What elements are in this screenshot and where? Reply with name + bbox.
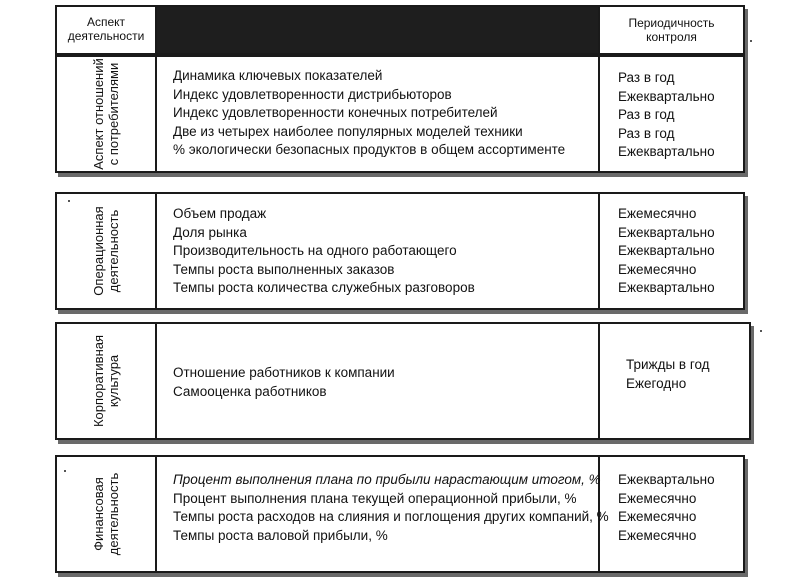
indicators-cell (157, 194, 600, 308)
section-label-line-1: Операционная (91, 206, 106, 296)
header-aspect-line-2: деятельности (67, 29, 145, 43)
header-periodicity-cell (600, 7, 743, 53)
periodicity-list (618, 69, 715, 162)
section-corporate-culture (55, 322, 751, 440)
header-aspect-line-1: Аспект (86, 15, 126, 29)
periodicity-item: Раз в год (618, 125, 675, 141)
indicator-item: Процент выполнения плана по прибыли нарастающим итогом, % (173, 472, 601, 487)
section-label (91, 335, 121, 427)
section-label-cell (57, 194, 157, 308)
periodicity-item: Ежегодно (626, 375, 687, 391)
indicator-item: Темпы роста расходов на слияния и поглощения других компаний, % (173, 509, 609, 524)
section-label-line-2: культура (106, 354, 121, 408)
section-label (91, 206, 121, 295)
indicator-item: Доля рынка (173, 224, 247, 240)
section-label-line-2: с потребителями (106, 62, 121, 166)
indicator-item: % экологически безопасных продуктов в общем ассортименте (173, 142, 566, 157)
periodicity-item: Ежеквартально (618, 243, 715, 258)
section-label-line-2: деятельность (106, 472, 121, 556)
section-customer-relations (55, 55, 745, 173)
section-finance (55, 455, 745, 573)
indicator-item: Динамика ключевых показателей (173, 68, 383, 83)
indicators-list (173, 364, 395, 401)
periodicity-item: Ежеквартально (618, 144, 715, 159)
periodicity-cell (600, 457, 743, 571)
indicators-list (173, 67, 565, 160)
indicators-cell (157, 457, 609, 571)
periodicity-item: Ежемесячно (618, 261, 697, 277)
header-aspect-cell (57, 7, 157, 53)
indicator-item: Две из четырех наиболее популярных моделей техники (173, 123, 523, 139)
periodicity-item: Ежеквартально (618, 472, 715, 487)
periodicity-item: Ежемесячно (618, 206, 697, 221)
periodicity-list (618, 205, 715, 298)
periodicity-cell (600, 194, 743, 308)
periodicity-item: Ежеквартально (618, 88, 715, 104)
section-label (91, 58, 121, 170)
periodicity-item: Раз в год (618, 70, 675, 85)
indicator-item: Темпы роста валовой прибыли, % (173, 527, 388, 543)
section-label-line-2: деятельность (106, 209, 121, 293)
indicators-list (173, 205, 475, 298)
periodicity-item: Раз в год (618, 107, 675, 122)
section-label (91, 473, 121, 555)
indicator-item: Отношение работников к компании (173, 365, 395, 380)
scan-speck (64, 470, 66, 472)
indicator-item: Самооценка работников (173, 383, 327, 399)
table-header (55, 5, 745, 55)
scan-speck (760, 330, 762, 332)
periodicity-cell (600, 57, 743, 171)
section-label-line-1: Аспект отношений (91, 58, 106, 170)
scan-speck (750, 40, 752, 42)
header-blackout-bar (157, 7, 598, 53)
periodicity-item: Ежемесячно (618, 490, 697, 506)
indicator-item: Индекс удовлетворенности конечных потребителей (173, 105, 498, 120)
header-periodicity-line-2: контроля (646, 30, 697, 44)
periodicity-item: Ежеквартально (618, 224, 715, 240)
indicator-item: Индекс удовлетворенности дистрибьюторов (173, 86, 452, 102)
section-label-line-1: Корпоративная (91, 334, 106, 428)
periodicity-item: Трижды в год (626, 357, 710, 372)
periodicity-cell (600, 324, 749, 438)
scan-speck (68, 200, 70, 202)
indicators-cell (157, 57, 600, 171)
periodicity-item: Ежемесячно (618, 527, 697, 543)
section-label-line-1: Финансовая (91, 477, 106, 551)
section-label-cell (57, 457, 157, 571)
indicator-item: Процент выполнения плана текущей операционной прибыли, % (173, 490, 577, 506)
indicator-item: Производительность на одного работающего (173, 243, 457, 258)
indicators-list (173, 471, 609, 545)
section-operations (55, 192, 745, 310)
indicator-item: Темпы роста количества служебных разговоров (173, 280, 475, 295)
header-periodicity-line-1: Периодичность (628, 16, 715, 30)
indicator-item: Объем продаж (173, 206, 267, 221)
section-label-cell (57, 57, 157, 171)
periodicity-item: Ежемесячно (618, 509, 697, 524)
periodicity-item: Ежеквартально (618, 280, 715, 295)
section-label-cell (57, 324, 157, 438)
periodicity-list (618, 471, 715, 545)
header-indicators-cell (157, 7, 600, 53)
indicator-item: Темпы роста выполненных заказов (173, 261, 395, 277)
indicators-cell (157, 324, 600, 438)
periodicity-list (626, 356, 710, 393)
